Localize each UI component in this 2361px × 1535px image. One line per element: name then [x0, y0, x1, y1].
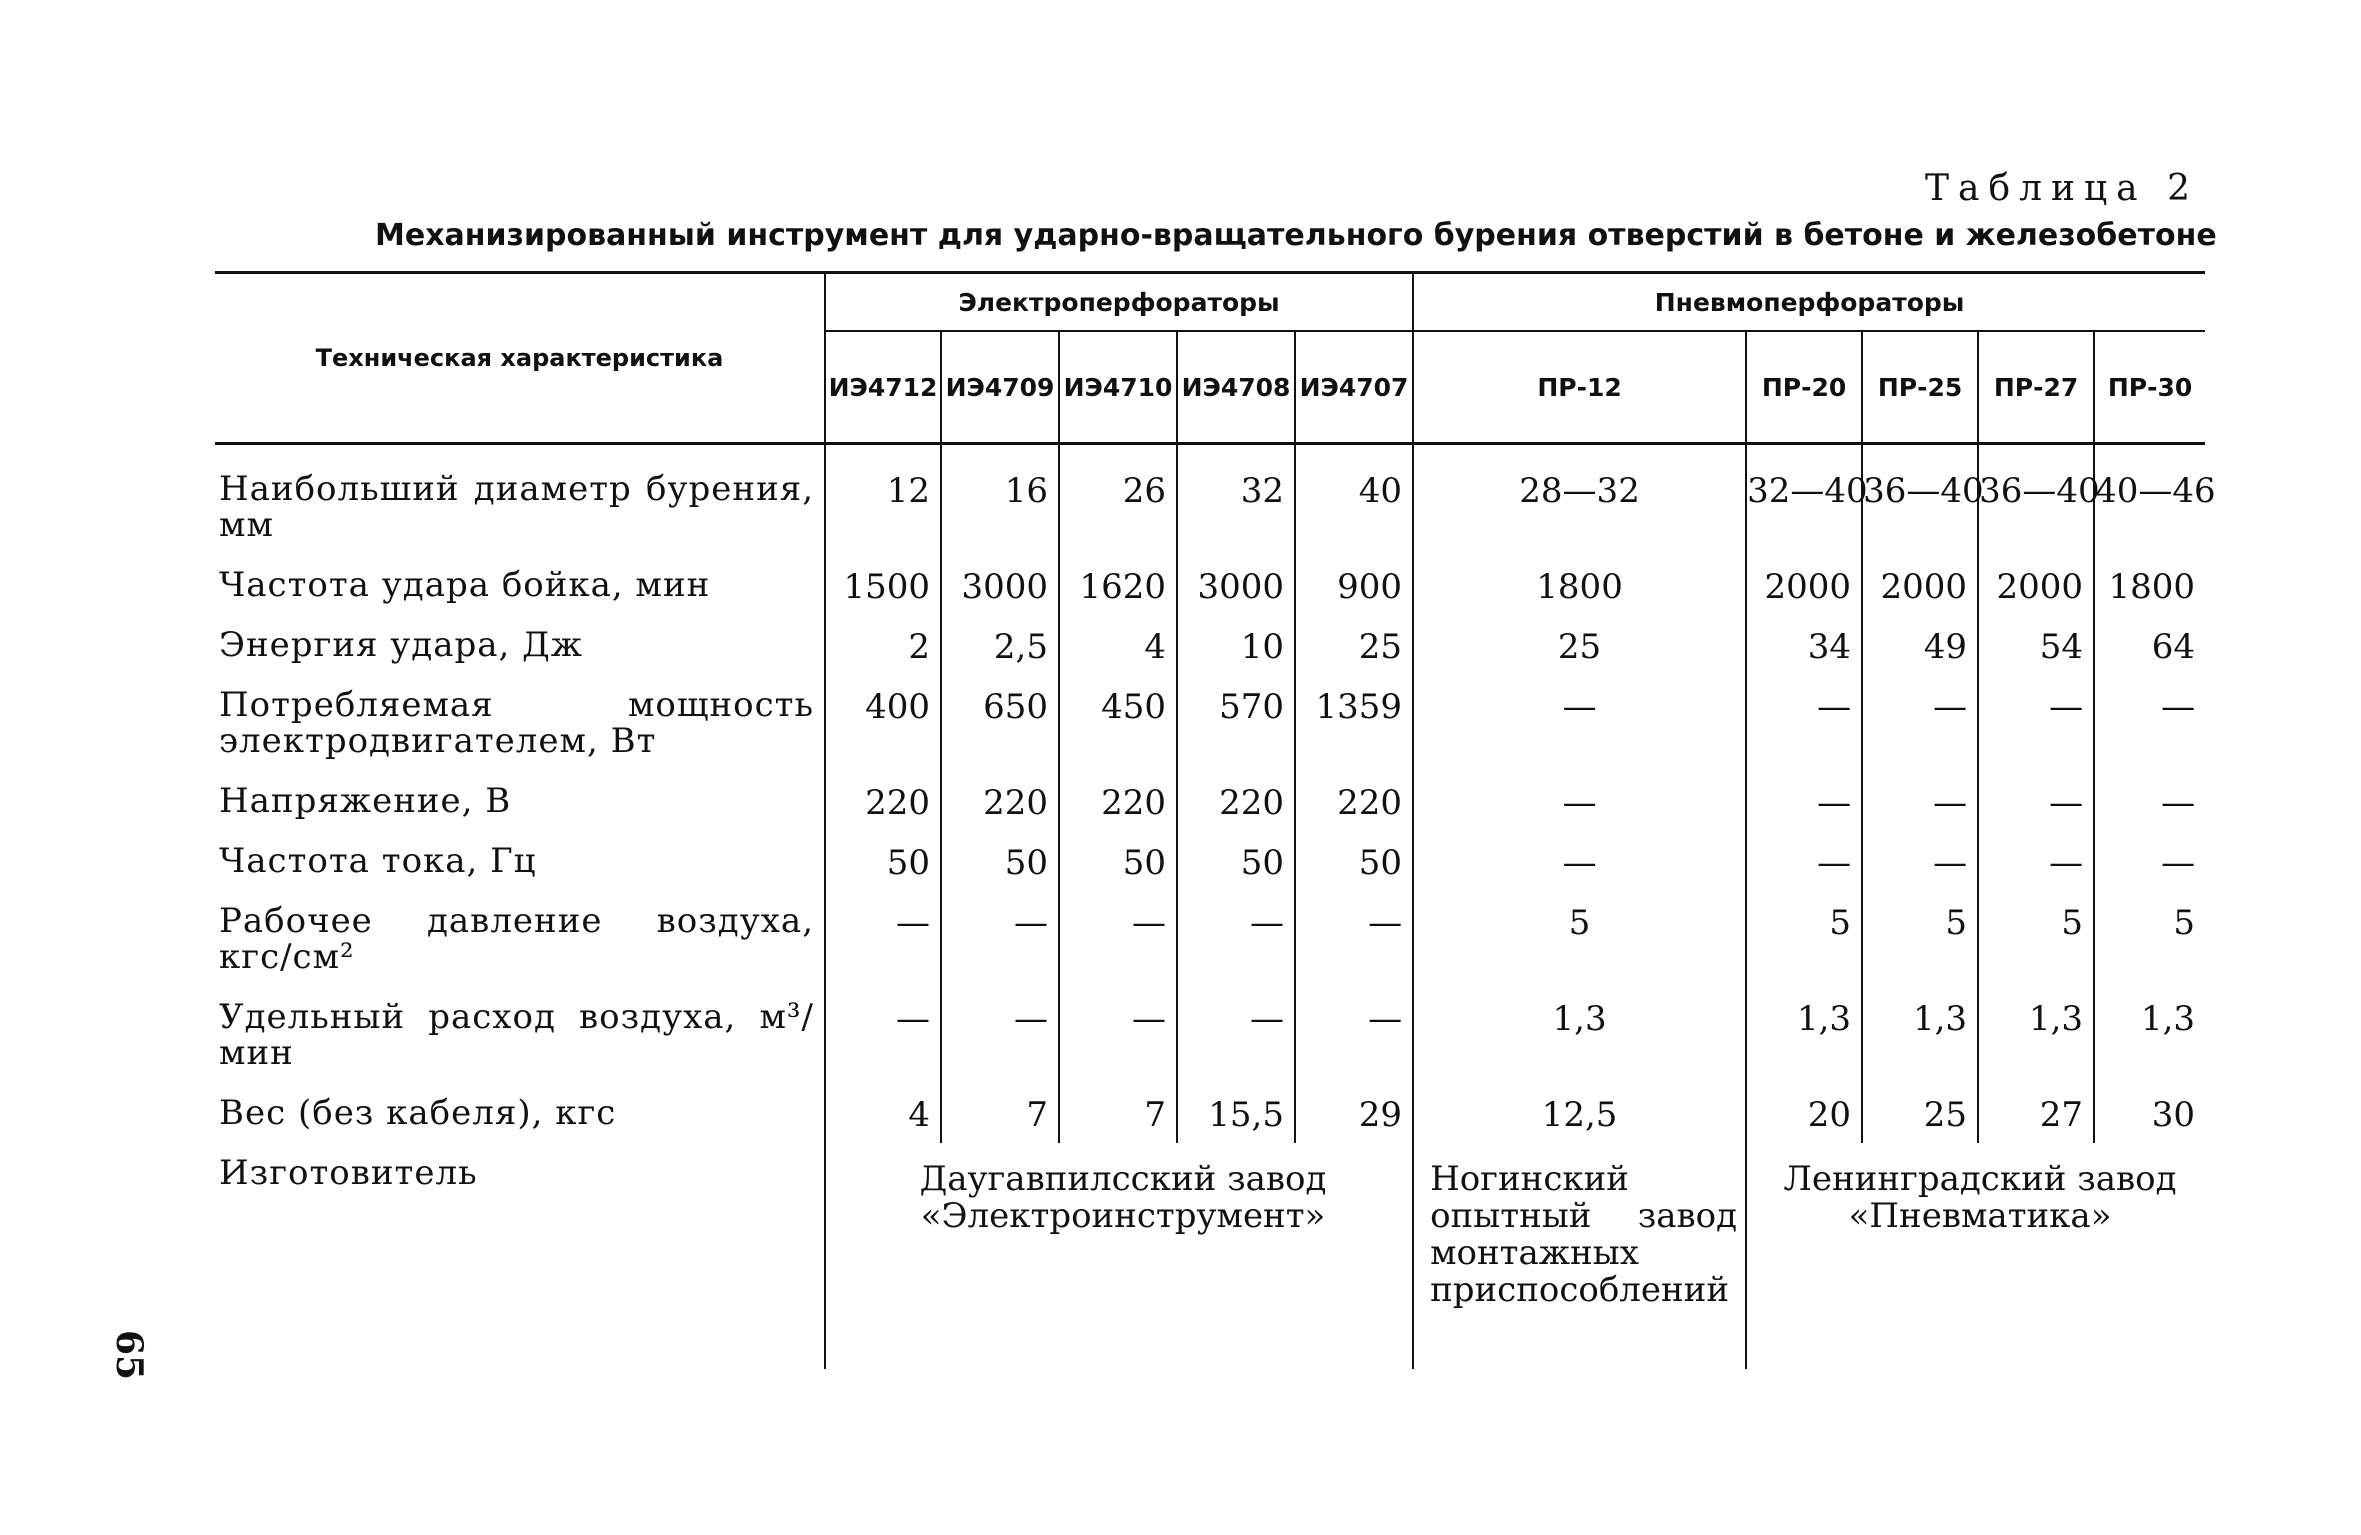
table-cell: 1,3 [1413, 987, 1746, 1083]
table-cell: 2,5 [941, 615, 1059, 675]
table-cell: 220 [941, 771, 1059, 831]
row-label: Наибольший диаметр бурения, мм [219, 469, 814, 545]
table-cell: 20 [1746, 1083, 1862, 1143]
table-cell: — [1059, 987, 1177, 1083]
table-cell: 220 [1059, 771, 1177, 831]
table-cell: 650 [941, 675, 1059, 771]
table-cell: 1800 [1413, 555, 1746, 615]
table-cell: — [1978, 831, 2094, 891]
table-cell: — [1413, 675, 1746, 771]
model-header: ПР-20 [1746, 331, 1862, 444]
row-label: Энергия удара, Дж [219, 625, 584, 665]
header-group-pneumo: Пневмоперфораторы [1413, 273, 2205, 332]
model-header: ПР-27 [1978, 331, 2094, 444]
row-label: Вес (без кабеля), кгс [219, 1093, 617, 1133]
page-number: 65 [108, 1330, 150, 1381]
table-cell: 3000 [1177, 555, 1295, 615]
table-cell: 32—40 [1746, 459, 1862, 555]
table-cell: — [1862, 831, 1978, 891]
table-cell: 64 [2094, 615, 2205, 675]
table-cell: — [1978, 771, 2094, 831]
table-cell: 1,3 [1978, 987, 2094, 1083]
table-label: Таблица 2 [1925, 168, 2199, 209]
table-cell: 1,3 [1746, 987, 1862, 1083]
table-row [215, 831, 2205, 891]
header-group-electro: Электроперфораторы [825, 273, 1413, 332]
table-cell: 50 [1059, 831, 1177, 891]
table-cell: 40—46 [2094, 459, 2205, 555]
table-cell: 3000 [941, 555, 1059, 615]
table-cell: 50 [1295, 831, 1413, 891]
table-cell: 2000 [1978, 555, 2094, 615]
table-cell: 900 [1295, 555, 1413, 615]
table-cell: — [941, 891, 1059, 987]
table-row [215, 615, 2205, 675]
table-cell: 29 [1295, 1083, 1413, 1143]
table-cell: 1800 [2094, 555, 2205, 615]
table-cell: 4 [1059, 615, 1177, 675]
row-label: Частота тока, Гц [219, 841, 537, 881]
table-cell: 5 [1413, 891, 1746, 987]
table-cell: 2 [825, 615, 941, 675]
table-body [215, 444, 2216, 1370]
table-cell: 1,3 [1862, 987, 1978, 1083]
table-cell: — [1177, 987, 1295, 1083]
manufacturer-pr12: Ногинский опытный завод монтажных приспособлений [1413, 1143, 1746, 1369]
manufacturer-pneumo: Ленинградский завод «Пневматика» [1746, 1143, 2205, 1369]
table-cell: 2000 [1862, 555, 1978, 615]
table-cell: — [1177, 891, 1295, 987]
row-label: Потребляемая мощность электродвигателем, Вт [219, 685, 814, 761]
table-cell: — [825, 987, 941, 1083]
table-cell: 12 [825, 459, 941, 555]
header-group-row [215, 273, 2205, 332]
table-cell: 12,5 [1413, 1083, 1746, 1143]
table-cell: — [2094, 771, 2205, 831]
table-cell: 32 [1177, 459, 1295, 555]
table-cell: 5 [1862, 891, 1978, 987]
table-cell: 4 [825, 1083, 941, 1143]
table-row [215, 891, 2205, 987]
table-cell: 220 [1177, 771, 1295, 831]
table-cell: 570 [1177, 675, 1295, 771]
table-cell: 220 [1295, 771, 1413, 831]
table-row [215, 771, 2205, 831]
table-cell: — [941, 987, 1059, 1083]
table-cell: 7 [941, 1083, 1059, 1143]
spec-table [215, 271, 2216, 1369]
model-header: ИЭ4708 [1177, 331, 1295, 444]
table-cell: 1,3 [2094, 987, 2205, 1083]
table-cell: 54 [1978, 615, 2094, 675]
table-cell: 25 [1413, 615, 1746, 675]
table-cell: — [1413, 771, 1746, 831]
table-cell: 5 [1978, 891, 2094, 987]
row-label: Рабочее давление воздуха, кгс/см² [219, 901, 814, 977]
table-cell: 2000 [1746, 555, 1862, 615]
table-cell: — [2094, 675, 2205, 771]
table-cell: 50 [941, 831, 1059, 891]
table-cell: — [1059, 891, 1177, 987]
table-title: Механизированный инструмент для ударно-вращательного бурения отверстий в бетоне и железобетоне [375, 218, 2217, 253]
table-cell: 40 [1295, 459, 1413, 555]
manufacturer-label: Изготовитель [219, 1153, 478, 1193]
table-row [215, 987, 2205, 1083]
spacer-row [215, 444, 2205, 460]
table-cell: — [1746, 771, 1862, 831]
table-cell: 220 [825, 771, 941, 831]
table-cell: 36—40 [1862, 459, 1978, 555]
row-label: Напряжение, В [219, 781, 512, 821]
manufacturer-electro: Даугавпилсский завод «Электроинструмент» [825, 1143, 1413, 1369]
table-cell: 50 [825, 831, 941, 891]
model-header: ИЭ4707 [1295, 331, 1413, 444]
table-cell: 7 [1059, 1083, 1177, 1143]
table-cell: — [2094, 831, 2205, 891]
model-header: ПР-12 [1413, 331, 1746, 444]
table-cell: — [1746, 831, 1862, 891]
table-cell: 5 [1746, 891, 1862, 987]
table-cell: 5 [2094, 891, 2205, 987]
table-cell: 49 [1862, 615, 1978, 675]
table-cell: 1500 [825, 555, 941, 615]
table-cell: 26 [1059, 459, 1177, 555]
table-cell: 25 [1295, 615, 1413, 675]
table-cell: 16 [941, 459, 1059, 555]
table-cell: 400 [825, 675, 941, 771]
table-cell: 450 [1059, 675, 1177, 771]
table-cell: 36—40 [1978, 459, 2094, 555]
header-feature: Техническая характеристика [215, 273, 825, 444]
table-cell: 27 [1978, 1083, 2094, 1143]
table-row [215, 555, 2205, 615]
table-cell: — [1295, 891, 1413, 987]
model-header: ИЭ4709 [941, 331, 1059, 444]
table-cell: 30 [2094, 1083, 2205, 1143]
table-cell: 1620 [1059, 555, 1177, 615]
table-cell: — [1746, 675, 1862, 771]
table-cell: — [1295, 987, 1413, 1083]
table-cell: — [1862, 675, 1978, 771]
model-header: ИЭ4710 [1059, 331, 1177, 444]
table-cell: — [1862, 771, 1978, 831]
model-header: ПР-25 [1862, 331, 1978, 444]
table-cell: 28—32 [1413, 459, 1746, 555]
table-cell: — [1413, 831, 1746, 891]
table-row [215, 1083, 2205, 1143]
model-header: ИЭ4712 [825, 331, 941, 444]
row-label: Удельный расход воздуха, м³/мин [219, 997, 814, 1073]
table-cell: 1359 [1295, 675, 1413, 771]
table-cell: 34 [1746, 615, 1862, 675]
table-cell: — [1978, 675, 2094, 771]
table-cell: 50 [1177, 831, 1295, 891]
table-row [215, 459, 2205, 555]
table-cell: 15,5 [1177, 1083, 1295, 1143]
manufacturer-row [215, 1143, 2205, 1369]
table-row [215, 675, 2205, 771]
table-cell: — [825, 891, 941, 987]
table-cell: 25 [1862, 1083, 1978, 1143]
row-label: Частота удара бойка, мин [219, 565, 711, 605]
model-header: ПР-30 [2094, 331, 2205, 444]
table-cell: 10 [1177, 615, 1295, 675]
